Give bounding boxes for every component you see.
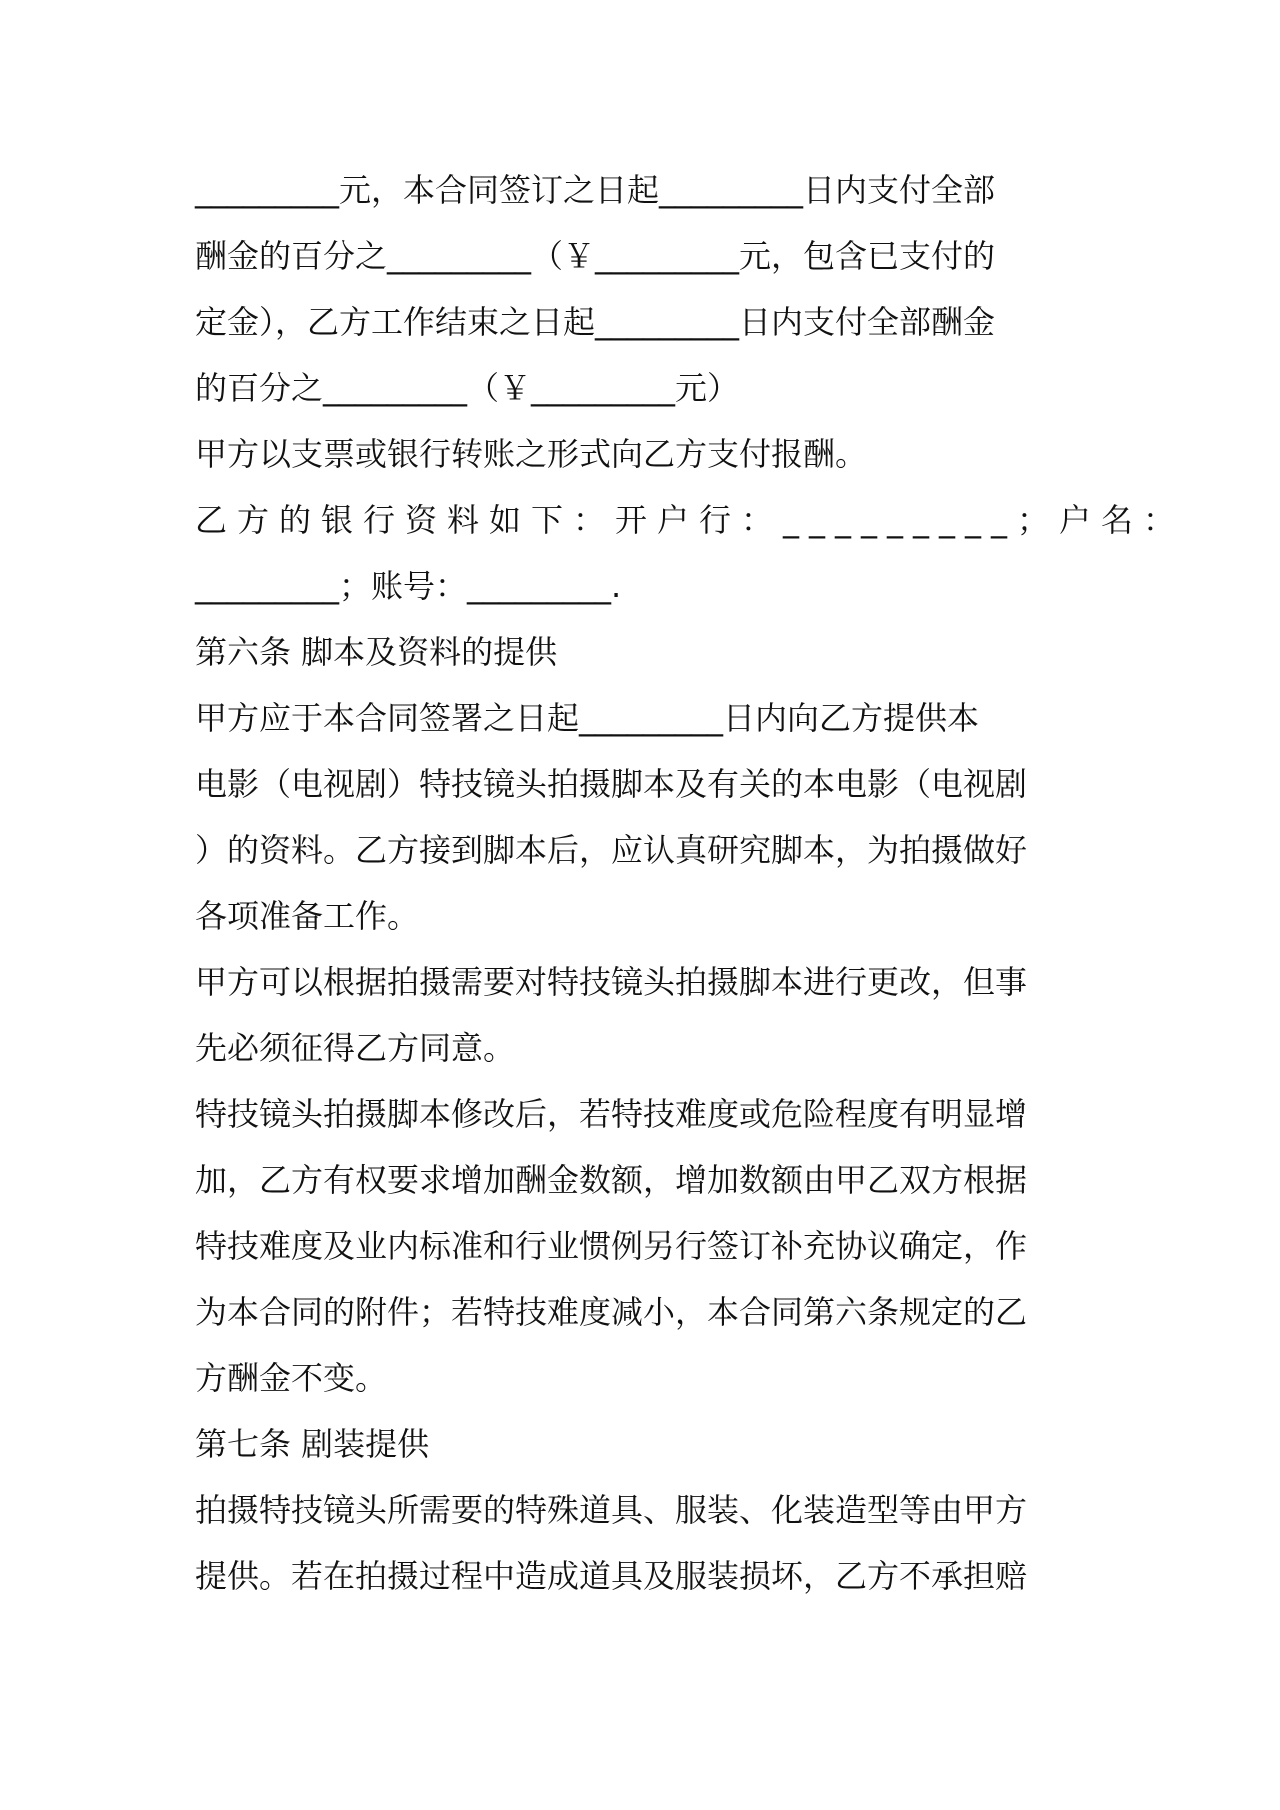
- article-6-p3-line-4: 为本合同的附件；若特技难度减小，本合同第六条规定的乙: [195, 1293, 1028, 1331]
- payment-line-2: 酬金的百分之_________（￥_________元，包含已支付的: [195, 237, 996, 275]
- payment-method-line: 甲方以支票或银行转账之形式向乙方支付报酬。: [195, 435, 868, 473]
- payment-line-1: _________元，本合同签订之日起_________日内支付全部: [195, 171, 996, 209]
- bank-info-line-1: 乙方的银行资料如下：开户行：_________；户名：: [195, 501, 1186, 539]
- payment-line-3: 定金），乙方工作结束之日起_________日内支付全部酬金: [195, 303, 996, 341]
- article-7-p1-line-1: 拍摄特技镜头所需要的特殊道具、服装、化装造型等由甲方: [195, 1491, 1028, 1529]
- article-6-p2-line-1: 甲方可以根据拍摄需要对特技镜头拍摄脚本进行更改，但事: [195, 963, 1028, 1001]
- article-6-p3-line-1: 特技镜头拍摄脚本修改后，若特技难度或危险程度有明显增: [195, 1095, 1028, 1133]
- article-6-p3-line-5: 方酬金不变。: [195, 1359, 388, 1397]
- article-6-p3-line-3: 特技难度及业内标准和行业惯例另行签订补充协议确定，作: [195, 1227, 1028, 1265]
- article-7-p1-line-2: 提供。若在拍摄过程中造成道具及服装损坏，乙方不承担赔: [195, 1557, 1028, 1595]
- article-7-heading: 第七条 剧装提供: [195, 1425, 430, 1463]
- article-6-p1-line-2: 电影（电视剧）特技镜头拍摄脚本及有关的本电影（电视剧: [195, 765, 1028, 803]
- payment-line-4: 的百分之_________（￥_________元）: [195, 369, 740, 407]
- bank-info-line-2: _________；账号：_________.: [195, 567, 622, 605]
- article-6-p1-line-4: 各项准备工作。: [195, 897, 420, 935]
- article-6-p1-line-1: 甲方应于本合同签署之日起_________日内向乙方提供本: [195, 699, 980, 737]
- article-6-p3-line-2: 加，乙方有权要求增加酬金数额，增加数额由甲乙双方根据: [195, 1161, 1028, 1199]
- article-6-p2-line-2: 先必须征得乙方同意。: [195, 1029, 516, 1067]
- article-6-p1-line-3: ）的资料。乙方接到脚本后，应认真研究脚本，为拍摄做好: [195, 831, 1028, 869]
- article-6-heading: 第六条 脚本及资料的提供: [195, 633, 558, 671]
